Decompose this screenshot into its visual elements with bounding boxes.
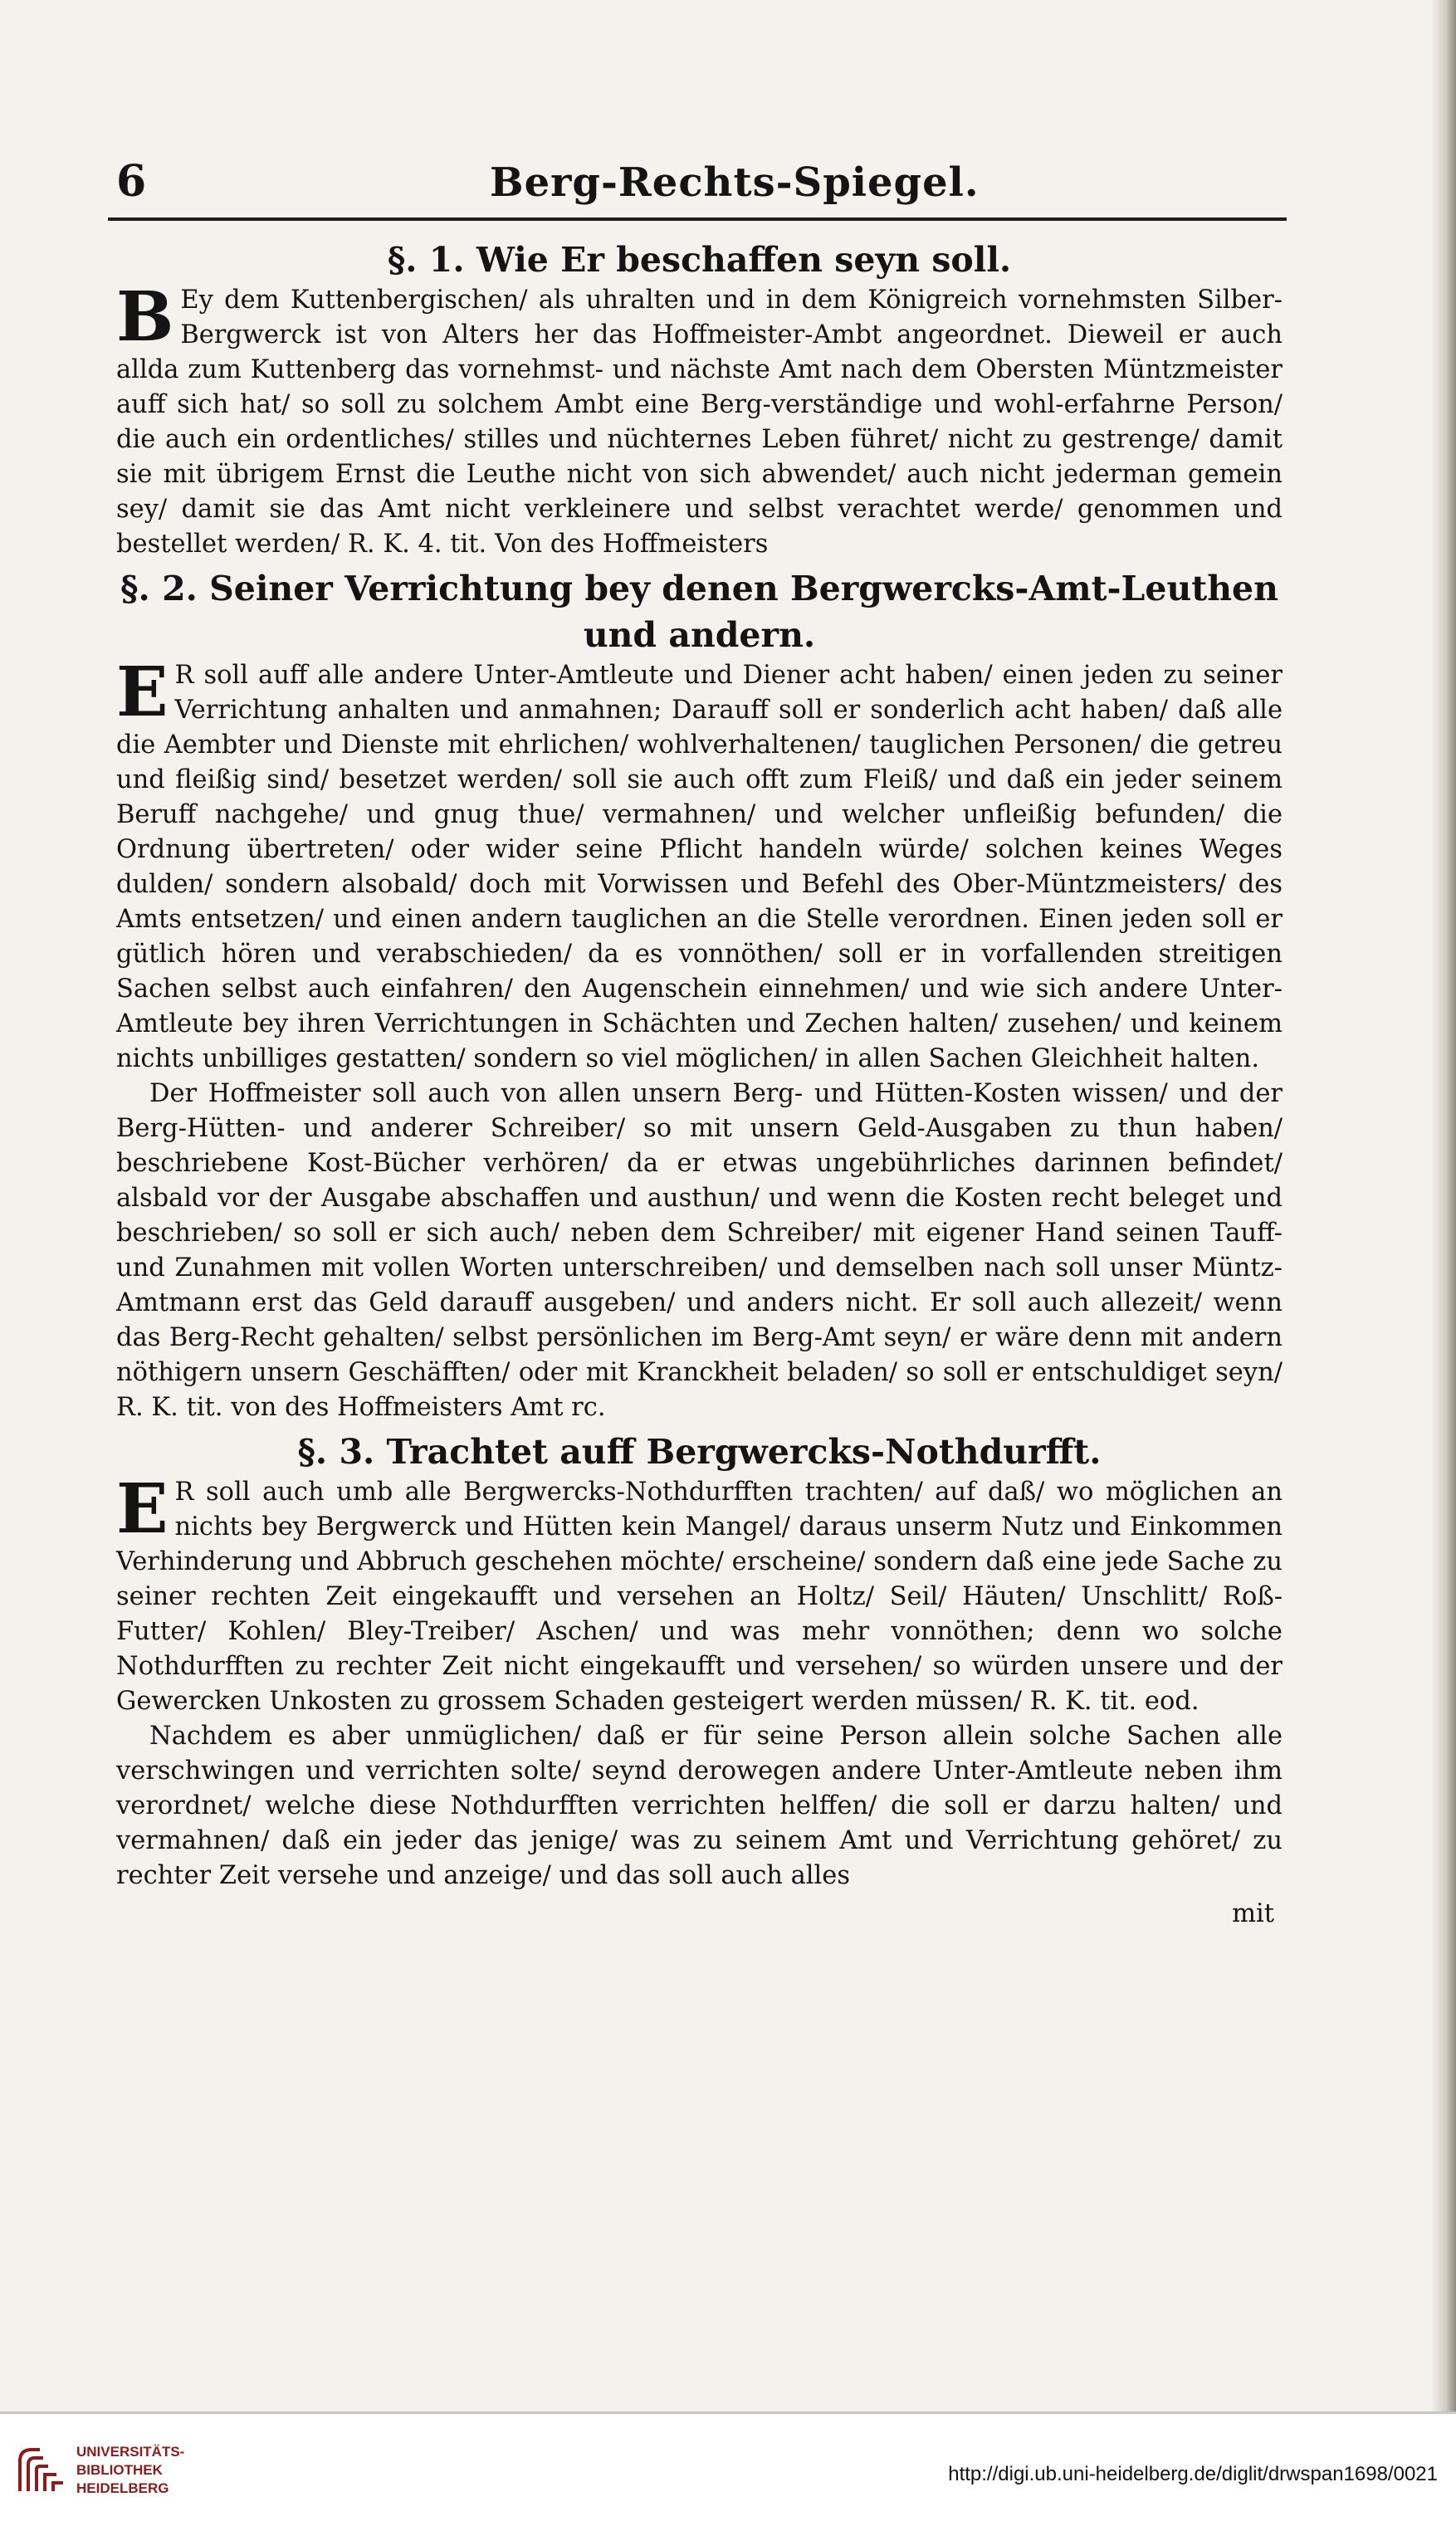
drop-initial: E (116, 652, 169, 732)
section-heading (116, 237, 1283, 283)
paragraph (116, 1469, 1283, 1719)
logo-line: UNIVERSITÄTS- (76, 2444, 185, 2460)
section-2 (116, 565, 1283, 1425)
paragraph-text: R soll auch umb alle Bergwercks-Nothdurfften trachten/ auf daß/ wo möglichen an nichts bey Bergwerck und Hütten kein Mangel/ daraus unserm Nutz und Einkommen Verhinderung und Abbruch geschehen möchte/ erscheine/ sondern daß eine jede Sache zu seiner rechten Zeit eingekaufft und versehen an Holtz/ Seil/ Häuten/ Unschlitt/ Roß-Futter/ Kohlen/ Bley-Treiber/ Aschen/ und was mehr vonnöthen; denn wo solche Nothdurfften zu rechter Zeit nicht eingekaufft und versehen/ so würden unsere und der Gewercken Unkosten zu grossem Schaden gesteigert werden müssen/ R. K. tit. eod. (116, 1478, 1283, 1716)
section-heading-continuation: und andern. (583, 615, 816, 655)
page-spine-shadow (1431, 0, 1456, 2411)
paragraph (116, 1077, 1283, 1425)
section-heading-text: §. 3. Trachtet auff Bergwercks-Nothdurfft. (297, 1432, 1102, 1472)
running-title: Berg-Rechts-Spiegel. (490, 159, 980, 206)
header-rule (108, 217, 1287, 221)
source-url-link[interactable]: http://digi.ub.uni-heidelberg.de/diglit/drwspan1698/0021 (948, 2463, 1438, 2485)
logo-line: BIBLIOTHEK (76, 2462, 163, 2478)
library-logo-icon (15, 2445, 66, 2496)
page-header (108, 156, 1287, 214)
paragraph (116, 277, 1283, 562)
paragraph (116, 652, 1283, 1077)
section-heading-text: §. 2. Seiner Verrichtung bey denen Bergwercks-Amt-Leuthen (120, 569, 1278, 608)
footer-divider (0, 2411, 1456, 2414)
paragraph-text: Ey dem Kuttenbergischen/ als uhralten und in dem Königreich vornehmsten Silber-Bergwerck ist von Alters her das Hoffmeister-Ambt angeordnet. Dieweil er auch allda zum Kuttenberg das vornehmst- und nächste Amt nach dem Obersten Müntzmeister auff sich hat/ so soll zu solchem Ambt eine Berg-verständige und wohl-erfahrne Person/ die auch ein ordentliches/ stilles und nüchternes Leben führet/ nicht zu gestrenge/ damit sie mit übrigem Ernst die Leuthe nicht von sich abwendet/ auch nicht jederman gemein sey/ damit sie das Amt nicht verkleinere und selbst verachtet werde/ genommen und bestellet werden/ R. K. 4. tit. Von des Hoffmeisters (116, 286, 1283, 559)
page-number: 6 (116, 156, 147, 207)
logo-line: HEIDELBERG (76, 2480, 169, 2496)
section-3 (116, 1429, 1283, 1893)
section-heading (116, 1429, 1283, 1475)
viewer-footer (0, 2411, 1456, 2526)
paragraph-text: Nachdem es aber unmüglichen/ daß er für seine Person allein solche Sachen alle verschwingen und verrichten solte/ seynd derowegen andere Unter-Amtleute neben ihm verordnet/ welche diese Nothdurfften verrichten helffen/ die soll er darzu halten/ und vermahnen/ daß ein jeder das jenige/ was zu seinem Amt und Verrichtung gehöret/ zu rechter Zeit versehe und anzeige/ und das soll auch alles (116, 1722, 1283, 1890)
section-heading (116, 565, 1283, 658)
drop-initial: B (116, 277, 174, 357)
text-block (116, 237, 1283, 1932)
library-logo-text (76, 2443, 184, 2498)
section-heading-text: §. 1. Wie Er beschaffen seyn soll. (387, 240, 1012, 280)
catchword: mit (1232, 1899, 1274, 1928)
paragraph-text: Der Hoffmeister soll auch von allen unsern Berg- und Hütten-Kosten wissen/ und der Berg-Hütten- und anderer Schreiber/ so mit unsern Geld-Ausgaben zu thun haben/ beschriebene Kost-Bücher verhören/ da er etwas ungebührliches darinnen befindet/ alsbald vor der Ausgabe abschaffen und austhun/ und wenn die Kosten recht beleget und beschrieben/ so soll er sich auch/ neben dem Schreiber/ mit eigener Hand seinen Tauff- und Zunahmen mit vollen Worten unterschreiben/ und demselben nach soll unser Müntz-Amtmann erst das Geld darauff ausgeben/ und anders nicht. Er soll auch allezeit/ wenn das Berg-Recht gehalten/ selbst persönlichen im Berg-Amt seyn/ er wäre denn mit andern nöthigern unsern Geschäfften/ oder mit Kranckheit beladen/ so soll er entschuldiget seyn/ R. K. tit. von des Hoffmeisters Amt rc. (116, 1079, 1283, 1422)
paragraph (116, 1719, 1283, 1893)
drop-initial: E (116, 1469, 169, 1549)
section-1 (116, 237, 1283, 562)
paragraph-text: R soll auff alle andere Unter-Amtleute und Diener acht haben/ einen jeden zu seiner Verrichtung anhalten und anmahnen; Darauff soll er sonderlich acht haben/ daß alle die Aembter und Dienste mit ehrlichen/ wohlverhaltenen/ tauglichen Personen/ die getreu und fleißig sind/ besetzet werden/ soll sie auch offt zum Fleiß/ und daß ein jeder seinem Beruff nachgehe/ und gnug thue/ vermahnen/ und welcher unfleißig befunden/ die Ordnung übertreten/ oder wider seine Pflicht handeln würde/ solchen keines Weges dulden/ sondern alsobald/ doch mit Vorwissen und Befehl des Ober-Müntzmeisters/ des Amts entsetzen/ und einen andern tauglichen an die Stelle verordnen. Einen jeden soll er gütlich hören und verabschieden/ da es vonnöthen/ soll er in vorfallenden streitigen Sachen selbst auch einfahren/ den Augenschein einnehmen/ und wie sich andere Unter-Amtleute bey ihren Verrichtungen in Schächten und Zechen halten/ zusehen/ und keinem nichts unbilliges gestatten/ sondern so viel möglichen/ in allen Sachen Gleichheit halten. (116, 661, 1283, 1073)
